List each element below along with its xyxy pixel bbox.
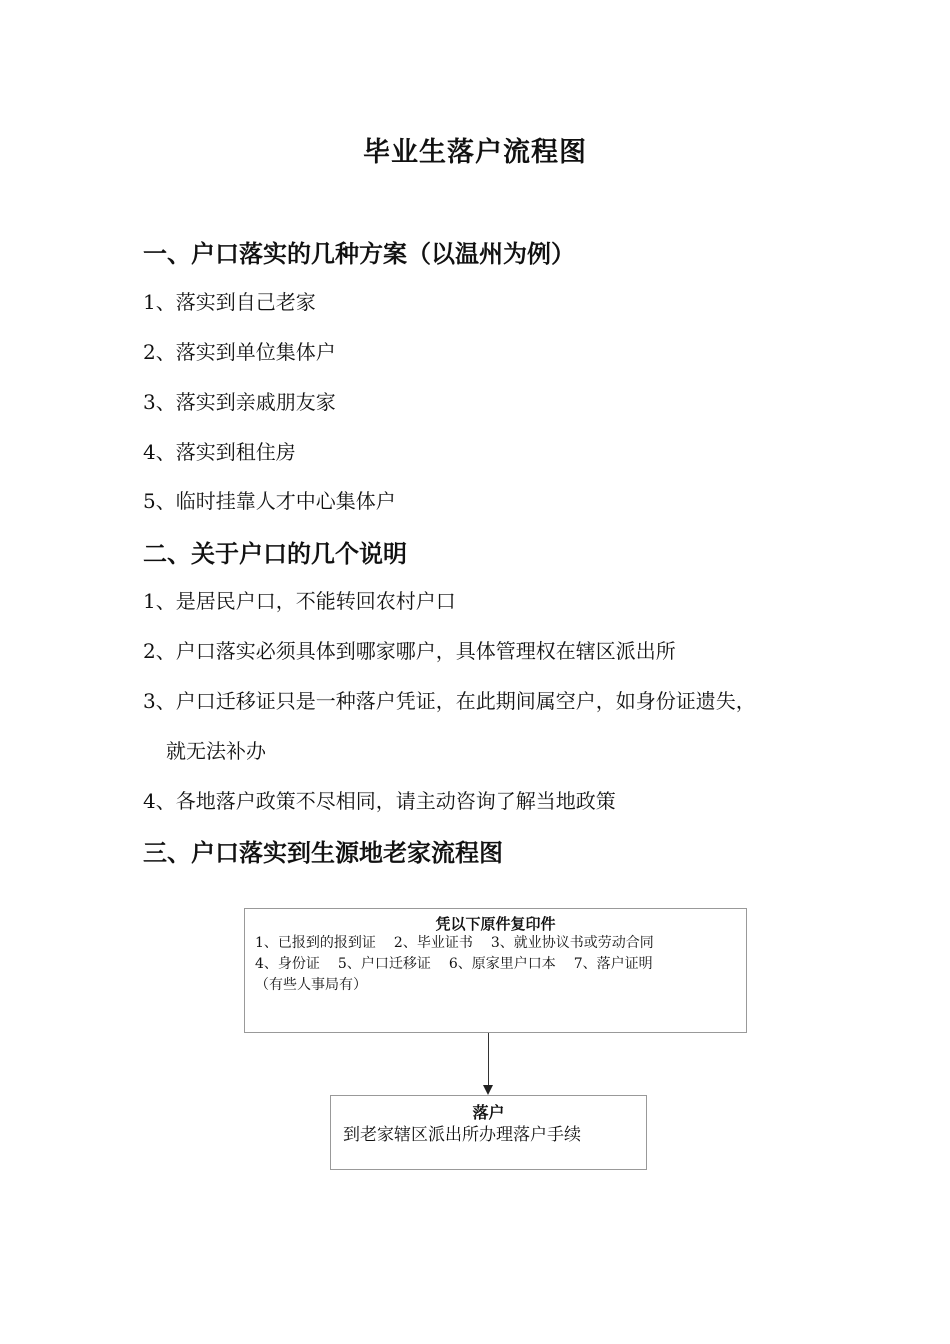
arrow-down-icon <box>483 1085 493 1095</box>
doc-item: 2、毕业证书 <box>393 935 473 951</box>
page-title: 毕业生落户流程图 <box>363 137 587 168</box>
flow-box-documents <box>244 908 747 1033</box>
doc-item: 6、原家里户口本 <box>448 956 556 972</box>
section3-heading: 三、户口落实到生源地老家流程图 <box>143 839 503 867</box>
section1-item-1: 1、落实到自己老家 <box>143 290 316 314</box>
doc-item: 4、身份证 <box>255 956 320 972</box>
doc-item: 3、就业协议书或劳动合同 <box>490 935 654 951</box>
section2-item-4: 4、各地落户政策不尽相同，请主动咨询了解当地政策 <box>143 789 616 813</box>
flow-box-documents-row3: （有些人事局有） <box>255 977 367 993</box>
flow-box-documents-title: 凭以下原件复印件 <box>435 915 556 933</box>
section1-item-2: 2、落实到单位集体户 <box>143 340 336 364</box>
doc-item: 7、落户证明 <box>573 956 653 972</box>
flow-connector-line <box>488 1033 489 1087</box>
flow-box-register <box>330 1095 647 1170</box>
doc-item: 5、户口迁移证 <box>337 956 431 972</box>
section1-heading: 一、户口落实的几种方案（以温州为例） <box>143 240 575 268</box>
section2-item-3-continued: 就无法补办 <box>166 739 266 763</box>
flow-box-documents-row1 <box>255 933 736 954</box>
section1-item-4: 4、落实到租住房 <box>143 440 296 464</box>
section1-item-5: 5、临时挂靠人才中心集体户 <box>143 489 396 513</box>
section2-item-1: 1、是居民户口，不能转回农村户口 <box>143 589 456 613</box>
flow-box-register-text: 到老家辖区派出所办理落户手续 <box>343 1125 581 1145</box>
section2-heading: 二、关于户口的几个说明 <box>143 540 407 568</box>
section1-item-3: 3、落实到亲戚朋友家 <box>143 390 336 414</box>
flow-box-documents-row2 <box>255 954 736 975</box>
section2-item-2: 2、户口落实必须具体到哪家哪户，具体管理权在辖区派出所 <box>143 639 676 663</box>
doc-item: 1、已报到的报到证 <box>255 935 376 951</box>
section2-item-3: 3、户口迁移证只是一种落户凭证，在此期间属空户，如身份证遗失， <box>143 689 756 713</box>
flow-box-register-title: 落户 <box>472 1103 505 1122</box>
